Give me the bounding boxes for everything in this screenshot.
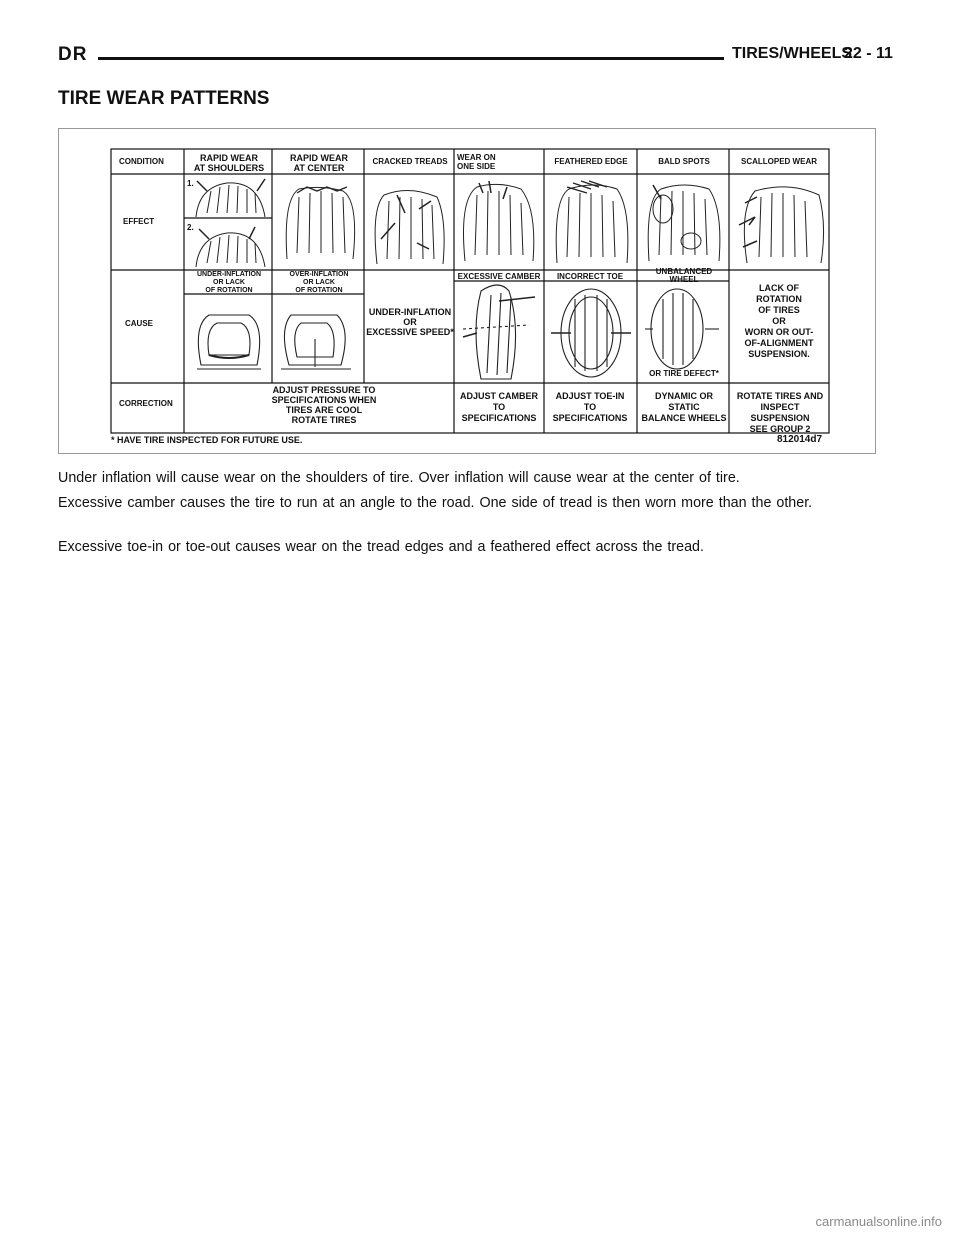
row-label-correction: CORRECTION [119, 399, 173, 408]
tire-feathered-edge-icon [556, 181, 628, 263]
row-label-condition: CONDITION [119, 157, 164, 166]
tire-cross-section-over-icon [281, 315, 351, 369]
section-name: TIRES/WHEELS [732, 45, 853, 62]
tire-camber-icon [463, 285, 535, 379]
header-rule [98, 57, 724, 60]
effect-marker-two: 2. [187, 223, 194, 232]
paragraph-camber: Excessive camber causes the tire to run at an angle to the road. One side of tread is then worn more than the other. [58, 495, 813, 511]
cause-over-inflation-lack: OVER-INFLATION OR LACK OF ROTATION [289, 271, 349, 294]
tire-cross-section-under-icon [197, 315, 261, 369]
correction-adjust-toe: ADJUST TOE-IN TO SPECIFICATIONS [552, 391, 628, 423]
cause-excessive-camber: EXCESSIVE CAMBER [457, 272, 541, 281]
correction-adjust-pressure: ADJUST PRESSURE TO SPECIFICATIONS WHEN TIRES ARE COOL ROTATE TIRES [271, 385, 377, 425]
site-watermark: carmanualsonline.info [815, 1214, 942, 1229]
cause-under-inflation-lack: UNDER-INFLATION OR LACK OF ROTATION [196, 271, 262, 294]
cause-unbalanced-wheel: UNBALANCED WHEEL [655, 267, 713, 284]
tire-center-wear-icon [286, 187, 354, 259]
running-header [58, 44, 893, 72]
tire-shoulder-wear-2-icon [196, 227, 265, 267]
condition-cracked: CRACKED TREADS [372, 157, 448, 166]
figure-footnote: * HAVE TIRE INSPECTED FOR FUTURE USE. [111, 435, 303, 445]
tire-scalloped-wear-icon [739, 187, 824, 263]
condition-feathered: FEATHERED EDGE [554, 157, 628, 166]
tire-unbalanced-icon [645, 289, 719, 369]
model-code: DR [58, 44, 88, 65]
tire-shoulder-wear-1-icon [196, 179, 265, 217]
row-label-effect: EFFECT [123, 217, 155, 226]
tire-cracked-tread-icon [375, 190, 444, 264]
tire-one-side-wear-icon [464, 181, 534, 261]
figure-id: 812014d7 [777, 434, 823, 445]
section-title: TIRE WEAR PATTERNS [58, 88, 270, 109]
condition-one-side: WEAR ON ONE SIDE [457, 153, 496, 171]
cause-tire-defect: OR TIRE DEFECT* [649, 369, 719, 378]
tire-bald-spot-icon [648, 185, 720, 261]
condition-scalloped: SCALLOPED WEAR [741, 157, 817, 166]
condition-bald: BALD SPOTS [658, 157, 710, 166]
paragraph-toe: Excessive toe-in or toe-out causes wear on the tread edges and a feathered effect across the tread. [58, 539, 704, 555]
condition-center: RAPID WEAR AT CENTER [290, 153, 348, 173]
cause-incorrect-toe: INCORRECT TOE [556, 272, 624, 281]
condition-shoulders: RAPID WEAR AT SHOULDERS [193, 153, 265, 173]
tire-toe-icon [551, 289, 631, 377]
cause-under-inflation-speed: UNDER-INFLATION OR EXCESSIVE SPEED* [366, 307, 454, 337]
correction-rotate-inspect: ROTATE TIRES AND INSPECT SUSPENSION SEE GROUP 2 [736, 391, 824, 434]
correction-dynamic-static: DYNAMIC OR STATIC BALANCE WHEELS [641, 391, 727, 423]
row-label-cause: CAUSE [125, 319, 154, 328]
effect-marker-one: 1. [187, 179, 194, 188]
cause-lack-rotation: LACK OF ROTATION OF TIRES OR WORN OR OUT- OF-ALIGNMENT SUSPENSION. [744, 283, 814, 359]
paragraph-inflation: Under inflation will cause wear on the shoulders of tire. Over inflation will cause wear at the center of tire. [58, 470, 740, 486]
tire-wear-figure [58, 128, 876, 454]
correction-adjust-camber: ADJUST CAMBER TO SPECIFICATIONS [459, 391, 538, 423]
page-number: 22 - 11 [844, 45, 893, 62]
